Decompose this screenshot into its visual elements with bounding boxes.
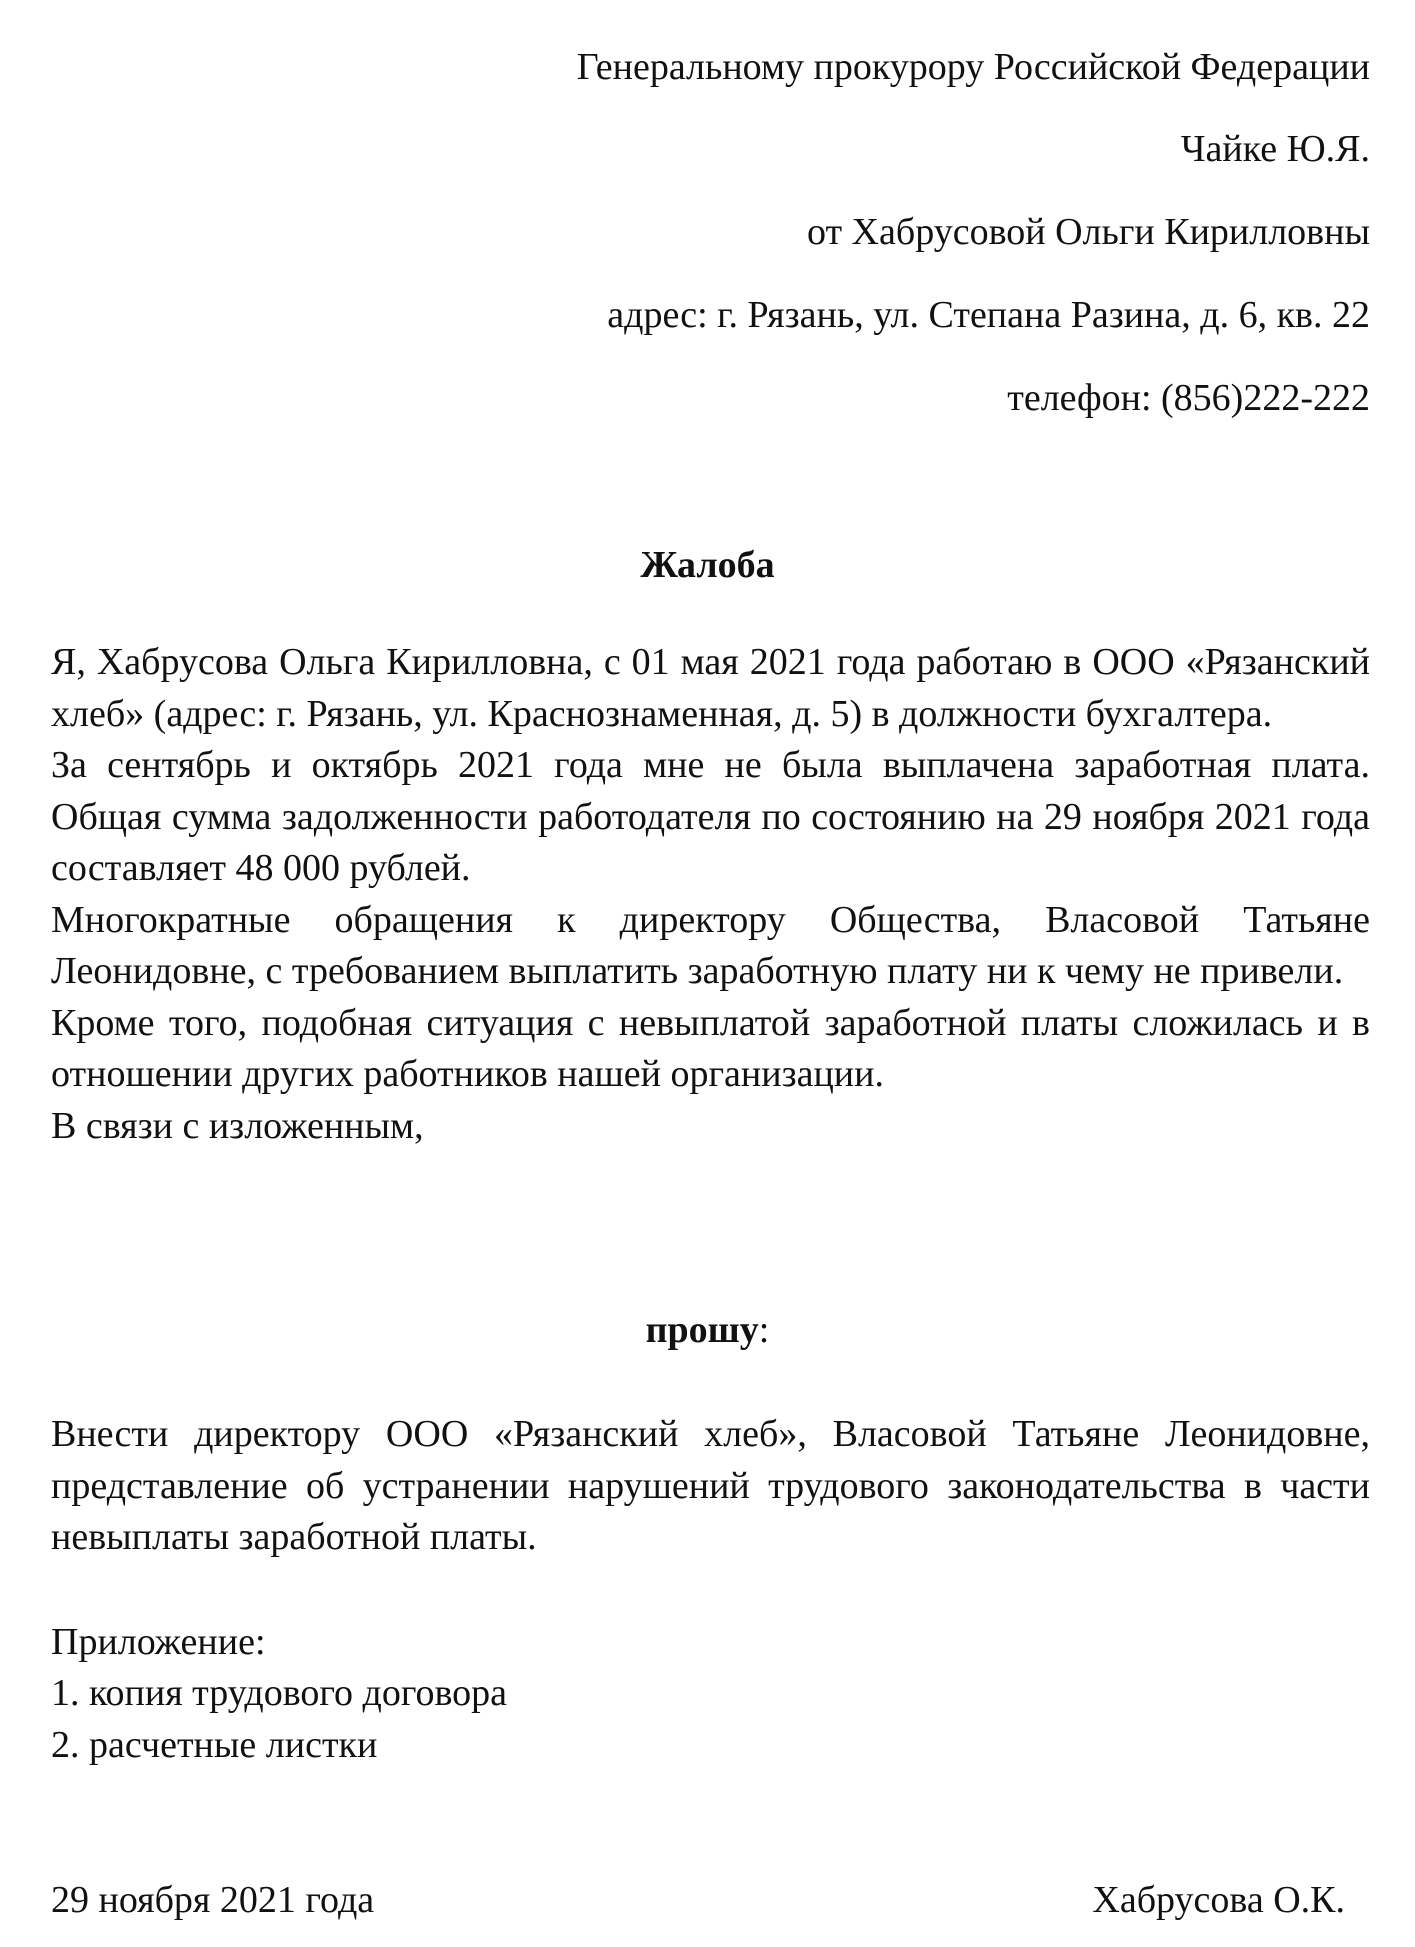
document-date: 29 ноября 2021 года — [51, 1879, 375, 1921]
attachment-item-2: 2. расчетные листки — [51, 1724, 378, 1766]
signature-name: Хабрусова О.К. — [1092, 1879, 1345, 1921]
attachment-item-1: 1. копия трудового договора — [51, 1672, 508, 1714]
recipient-line: Генеральному прокурору Российской Федерации — [576, 46, 1370, 88]
body-paragraph-1: Я, Хабрусова Ольга Кирилловна, с 01 мая 2021 года работаю в ООО «Рязанский хлеб» (адрес: г. Рязань, ул. Краснознаменная, д. 5) в должности бухгалтера. — [51, 641, 1370, 735]
body-paragraph-3: Многократные обращения к директору Общества, Власовой Татьяне Леонидовне, с требованием выплатить заработную плату ни к чему не привели. — [51, 898, 1370, 992]
body-paragraph-4: Кроме того, подобная ситуация с невыплатой заработной платы сложилась и в отношении других работников нашей организации. — [51, 1001, 1370, 1095]
document-title: Жалоба — [640, 544, 775, 586]
request-block — [51, 1409, 1370, 1564]
request-word: прошу — [645, 1309, 759, 1351]
sender-address: адрес: г. Рязань, ул. Степана Разина, д. 6, кв. 22 — [607, 294, 1370, 336]
request-heading — [0, 1310, 1415, 1350]
recipient-name: Чайке Ю.Я. — [1180, 128, 1370, 170]
request-text: Внести директору ООО «Рязанский хлеб», Власовой Татьяне Леонидовне, представление об устранении нарушений трудового законодательства в части невыплаты заработной платы. — [51, 1413, 1370, 1558]
sender-phone: телефон: (856)222-222 — [1007, 377, 1370, 419]
attachments-heading: Приложение: — [51, 1621, 266, 1663]
sender-line: от Хабрусовой Ольги Кирилловны — [806, 211, 1370, 253]
request-colon: : — [758, 1309, 770, 1351]
complaint-body — [51, 637, 1370, 1152]
body-paragraph-2: За сентябрь и октябрь 2021 года мне не была выплачена заработная плата. Общая сумма задолженности работодателя по состоянию на 29 ноября 2021 года составляет 48 000 рублей. — [51, 744, 1370, 889]
body-paragraph-5: В связи с изложенным, — [51, 1104, 424, 1147]
